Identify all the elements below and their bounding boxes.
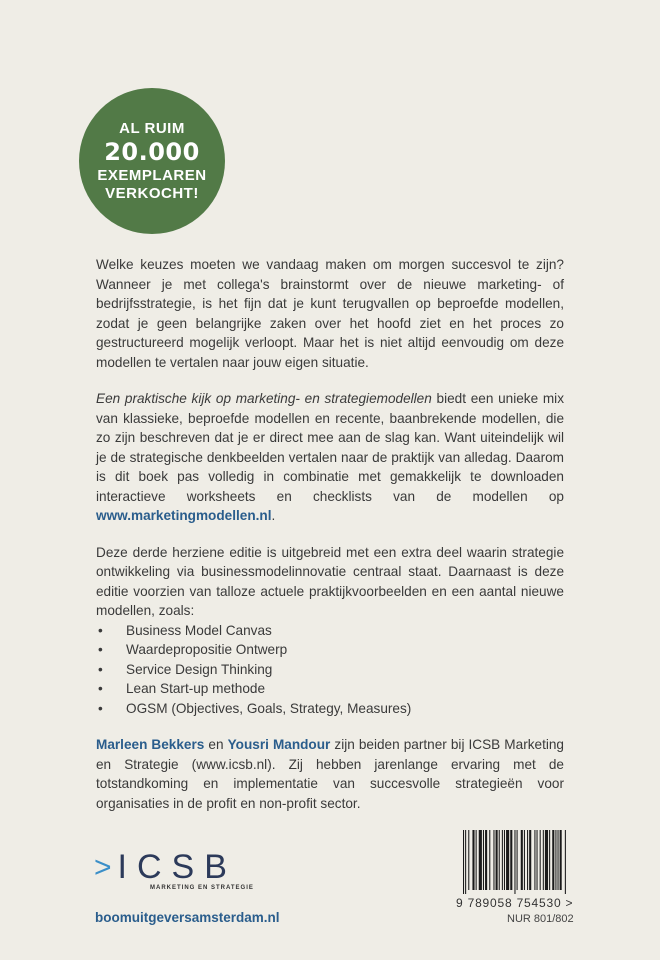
badge-line-3: EXEMPLAREN — [97, 166, 207, 184]
nur-code: NUR 801/802 — [507, 913, 574, 925]
paragraph-authors — [96, 735, 564, 813]
logo-arrow: > — [94, 850, 112, 884]
authors-body: zijn beiden partner bij ICSB Marketing en Strategie (www.icsb.nl). Zij hebben jarenlange ervaring met de totstandkoming en implementatie van succesvolle strategieën voor organisaties in de profit en non-profit sector. — [96, 737, 564, 811]
isbn-number: 9 789058 754530 > — [456, 896, 574, 910]
paragraph-edition: Deze derde herziene editie is uitgebreid met een extra deel waarin strategie ontwikkeling via businessmodelinnovatie centraal staat. Daarnaast is deze editie voorzien van talloze actuele praktijkvoorbeelden en een aantal nieuwe modellen, zoals: — [96, 544, 564, 618]
sales-badge — [79, 88, 225, 234]
badge-line-2: 20.000 — [104, 137, 200, 166]
paragraph-description-end: . — [271, 508, 276, 523]
model-list — [96, 621, 564, 719]
logo-text: ICSB — [117, 848, 237, 886]
list-item: • OGSM (Objectives, Goals, Strategy, Measures) — [96, 699, 564, 719]
authors-and: en — [204, 737, 228, 752]
list-item: • Business Model Canvas — [96, 621, 564, 641]
book-title-italic: Een praktische kijk op marketing- en strategiemodellen — [96, 391, 432, 406]
list-item: • Lean Start-up methode — [96, 679, 564, 699]
author-name: Yousri Mandour — [227, 737, 331, 752]
paragraph-intro: Welke keuzes moeten we vandaag maken om morgen succesvol te zijn? Wanneer je met collega's brainstormt over de nieuwe marketing- of bedrijfsstrategie, is het fijn dat je kunt terugvallen op beproefde modellen, zodat je geen belangrijke zaken over het hoofd ziet en het proces zo gestructureerd mogelijk verloopt. Maar het is niet altijd eenvoudig om deze modellen te vertalen naar jouw eigen situatie. — [96, 257, 564, 370]
badge-line-1: AL RUIM — [119, 119, 185, 137]
paragraph-description-body: biedt een unieke mix van klassieke, beproefde modellen en recente, baanbrekende modellen, die zo zijn beschreven dat je er direct mee aan de slag kan. Want uiteindelijk wil je de strategische denkbeelden vertalen naar de praktijk van alledag. Daarom is dit boek pas volledig in combinatie met gemakkelijk te downloaden interactieve worksheets en checklists van de modellen op — [96, 391, 564, 504]
back-cover-text — [96, 255, 564, 830]
badge-line-4: VERKOCHT! — [105, 184, 199, 202]
marketingmodellen-link[interactable]: www.marketingmodellen.nl — [96, 508, 272, 523]
icsb-logo — [94, 848, 254, 891]
author-name: Marleen Bekkers — [96, 737, 205, 752]
paragraph-description — [96, 389, 564, 526]
publisher-website-link[interactable]: boomuitgeversamsterdam.nl — [95, 910, 280, 925]
isbn-barcode — [463, 830, 604, 894]
list-item: • Waardepropositie Ontwerp — [96, 640, 564, 660]
logo-subtitle: MARKETING EN STRATEGIE — [150, 885, 254, 891]
list-item: • Service Design Thinking — [96, 660, 564, 680]
